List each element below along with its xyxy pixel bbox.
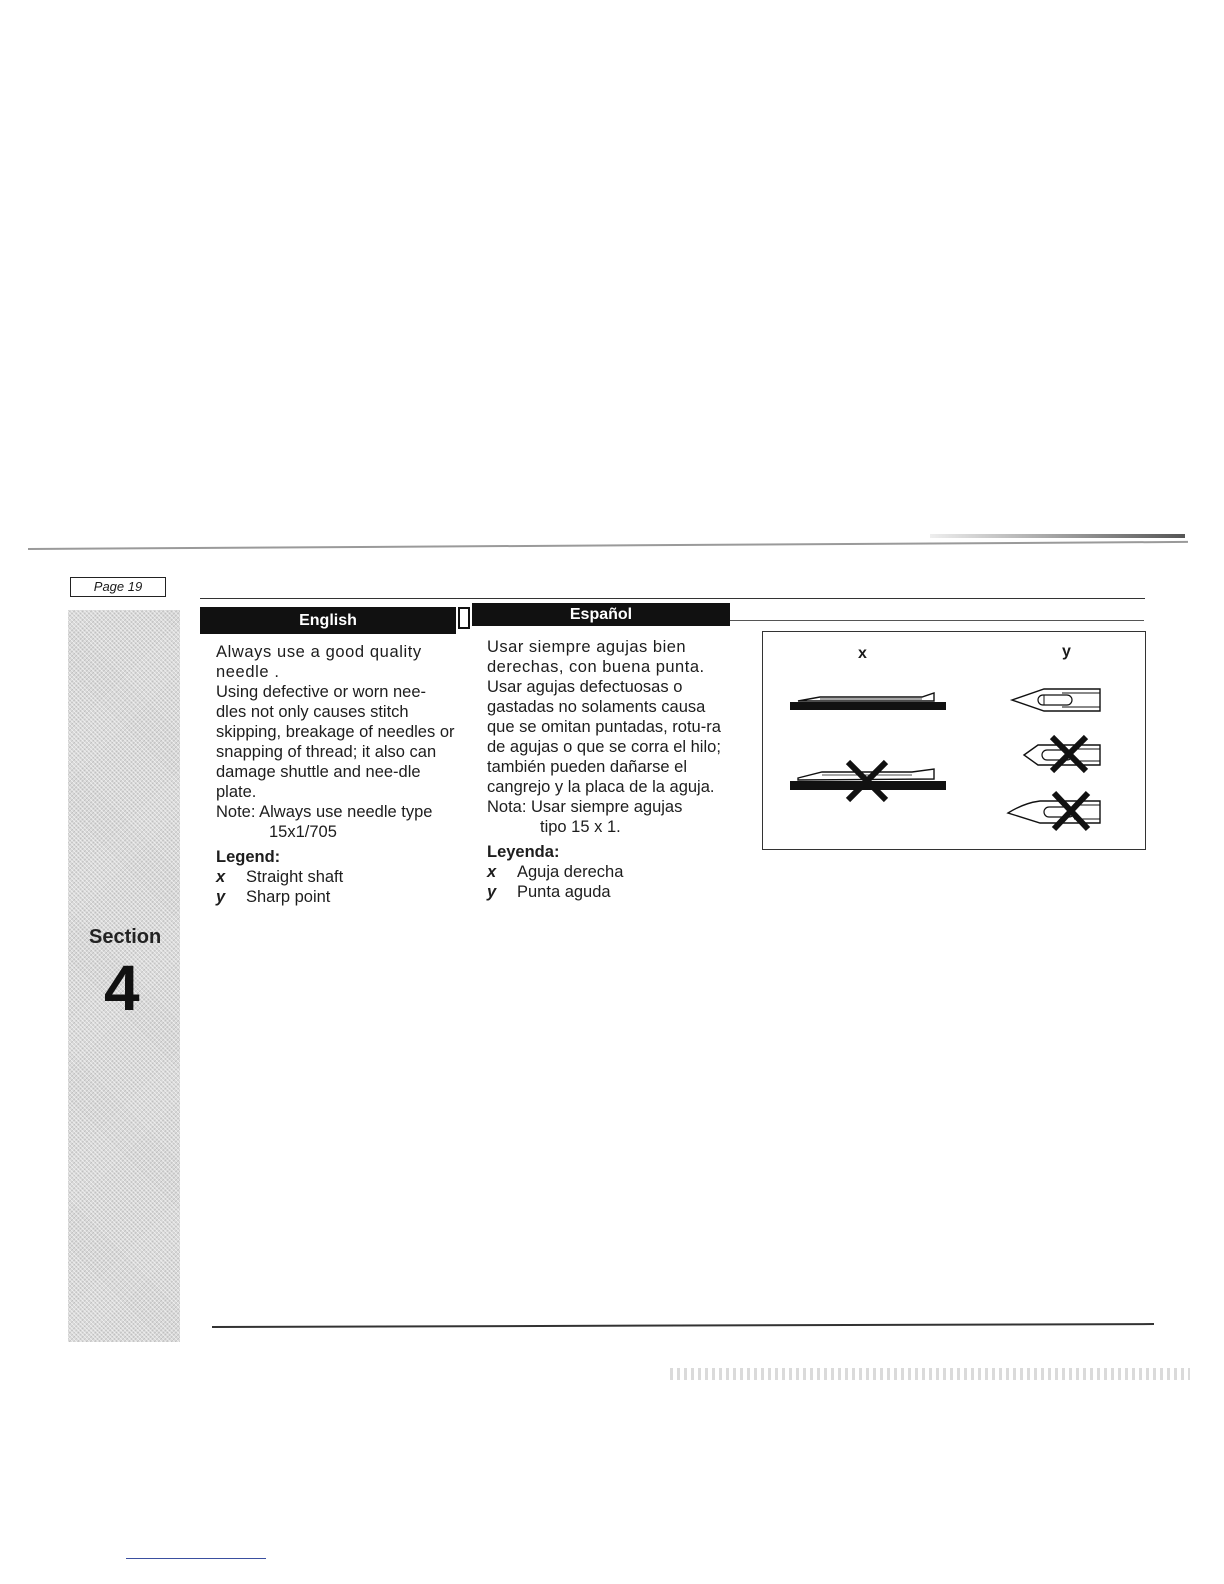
spanish-paragraph-2: Usar agujas defectuosas o gastadas no solaments causa que se omitan puntadas, rotu-ra de agujas o que se corra el hilo; también pueden dañarse el cangrejo y la placa de la aguja. [487, 678, 721, 796]
spanish-legend-key: y [487, 883, 497, 901]
language-bar-divider [458, 607, 470, 629]
english-legend-item [216, 887, 456, 907]
english-column [216, 642, 456, 907]
spanish-legend-text: Punta aguda [517, 883, 611, 901]
spanish-legend-item [487, 862, 729, 882]
english-note-value: 15x1/705 [269, 823, 337, 841]
english-legend-title: Legend: [216, 848, 281, 866]
figure-label-x: x [858, 645, 867, 662]
scan-foot-line [126, 1558, 266, 1559]
language-bar-espanol-label: Español [569, 606, 633, 623]
section-number: 4 [104, 952, 140, 1024]
english-legend-text: Sharp point [246, 888, 331, 906]
english-paragraph-1: Always use a good quality needle . [216, 643, 422, 681]
english-legend-item [216, 867, 456, 887]
needle-illustration [762, 631, 1146, 850]
language-bar-english: English [200, 607, 456, 634]
english-paragraph-2: Using defective or worn nee-dles not only causes stitch skipping, breakage of needles or snapping of thread; it also can damage shuttle and nee-dle plate. [216, 683, 455, 801]
bent-needle-incorrect-icon [790, 762, 946, 800]
language-bar-espanol [472, 603, 730, 626]
straight-needle-correct-icon [790, 693, 946, 710]
spanish-legend-title: Leyenda: [487, 843, 560, 861]
spanish-paragraph-1: Usar siempre agujas bien derechas, con buena punta. [487, 638, 705, 676]
spanish-legend-text: Aguja derecha [517, 863, 624, 881]
spanish-note-label: Nota: Usar siempre agujas [487, 798, 683, 816]
hooked-point-needle-incorrect-icon [1008, 793, 1100, 829]
scan-top-edge-line [28, 541, 1188, 550]
scan-bottom-noise [670, 1368, 1190, 1380]
page-bottom-rule [212, 1323, 1154, 1327]
sharp-point-needle-correct-icon [1012, 689, 1100, 711]
blunt-point-needle-incorrect-icon [1024, 737, 1100, 771]
figure-label-y: y [1062, 643, 1071, 660]
english-legend-key: y [216, 888, 226, 906]
header-rule [200, 598, 1145, 599]
header-rule-lower [730, 620, 1144, 621]
scan-top-edge-shadow [930, 534, 1185, 538]
page-number-tag: Page 19 [70, 577, 166, 597]
english-note-label: Note: Always use needle type [216, 803, 433, 821]
english-legend-text: Straight shaft [246, 868, 344, 886]
section-label: Section [89, 926, 162, 948]
spanish-legend-key: x [487, 863, 497, 881]
spanish-column [487, 637, 729, 902]
spanish-legend-item [487, 882, 729, 902]
spanish-note-value: tipo 15 x 1. [540, 818, 621, 836]
english-legend-key: x [216, 868, 226, 886]
